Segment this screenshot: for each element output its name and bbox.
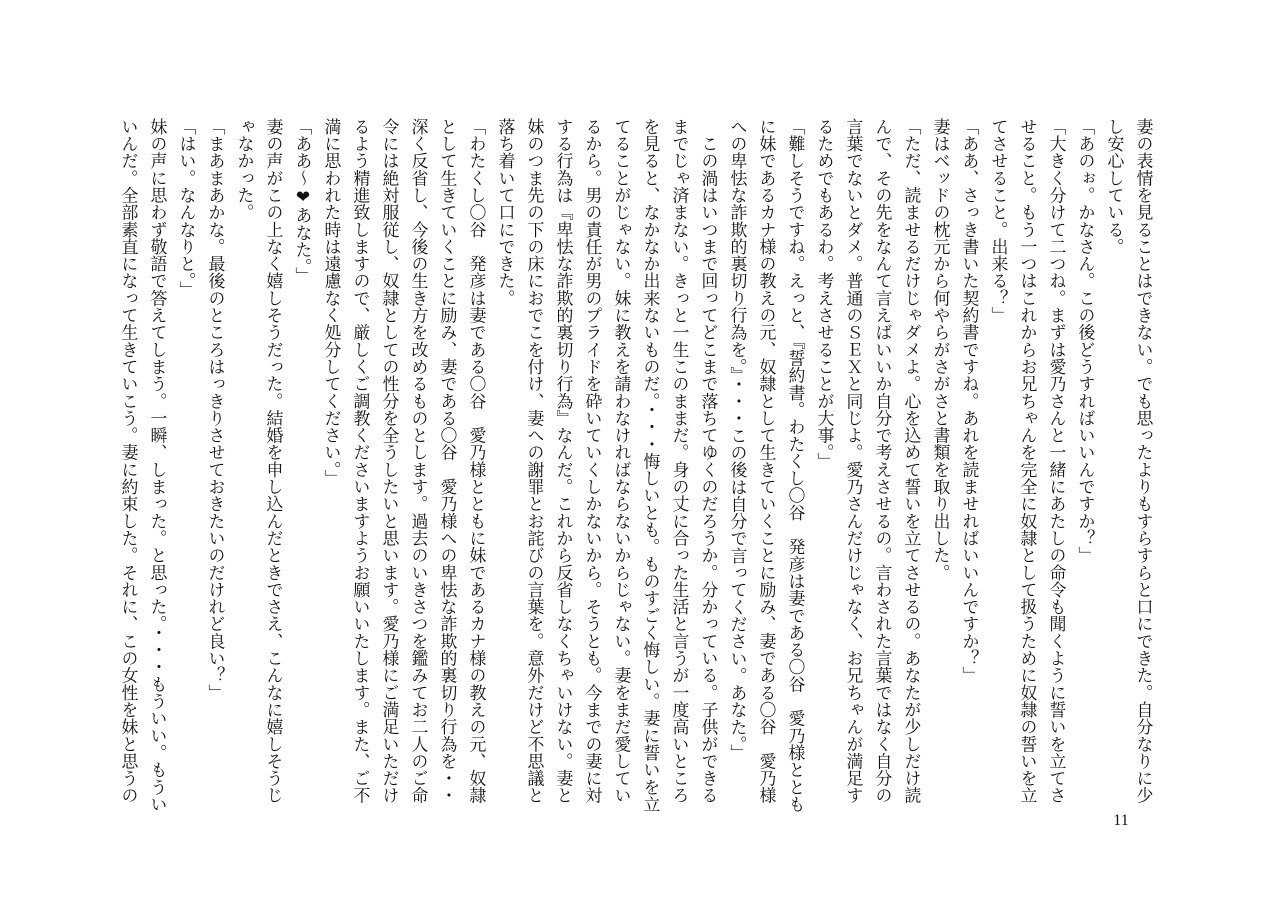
text-line: 「わたくし〇谷 発彦は妻である〇谷 愛乃様とともに妹であるカナ様の教えの元、奴隷 bbox=[467, 118, 487, 804]
text-line: てることがじゃない。妹に教えを請わなければならないからじゃない。妻をまだ愛してい bbox=[612, 118, 632, 804]
text-line: るよう精進致しますので、厳しくご調教くださいますようお願いいたします。また、ご不 bbox=[351, 118, 371, 804]
text-line: 「大きく分けて二つね。まずは愛乃さんと一緒にあたしの命令も聞くように誓いを立てさ bbox=[1047, 118, 1067, 804]
text-line: を見ると、なかなか出来ないものだ。・・・悔しいとも。ものすごく悔しい。妻に誓いを立 bbox=[641, 118, 661, 813]
text-line: 深く反省し、今後の生き方を改めるものとします。過去のいきさつを鑑みてお二人のご命 bbox=[409, 118, 429, 804]
text-line: てさせること。出来る？」 bbox=[989, 118, 1009, 324]
text-line: 満に思われた時は遠慮なく処分してください。」 bbox=[322, 118, 342, 487]
text-line: に妹であるカナ様の教えの元、奴隷として生きていくことに励み、妻である〇谷 愛乃様 bbox=[757, 118, 777, 804]
text-line: 妻の表情を見ることはできない。でも思ったよりもすらすらと口にできた。自分なりに少 bbox=[1134, 118, 1154, 804]
text-line: この渦はいつまで回ってどこまで落ちてゆくのだろうか。分かっている。子供ができる bbox=[699, 118, 719, 804]
text-line: 言葉でないとダメ。普通のＳＥＸと同じよ。愛乃さんだけじゃなく、お兄ちゃんが満足す bbox=[844, 118, 864, 804]
text-line: への卑怯な詐欺的裏切り行為を。』・・・この後は自分で言ってください。あなた。」 bbox=[728, 118, 748, 762]
text-line: 妹のつま先の下の床におでこを付け、妻への謝罪とお詫びの言葉を。意外だけど不思議と bbox=[525, 118, 545, 804]
text-line: ゃなかった。 bbox=[235, 118, 255, 221]
text-line: せること。もう一つはこれからお兄ちゃんを完全に奴隷として扱うために奴隷の誓いを立 bbox=[1018, 118, 1038, 804]
text-line: 令には絶対服従し、奴隷としての性分を全うしたいと思います。愛乃様にご満足いただけ bbox=[380, 118, 400, 804]
text-line: 妻はベッドの枕元から何やらがさがさと書類を取り出した。 bbox=[931, 118, 951, 582]
text-line: として生きていくことに励み、妻である〇谷 愛乃様への卑怯な詐欺的裏切り行為を・・ bbox=[438, 118, 458, 804]
text-line: 「ああ、さっき書いた契約書ですね。あれを読ませればいいんですか？」 bbox=[960, 118, 980, 684]
text-line: 「あのぉ。かなさん。この後どうすればいいんですか？」 bbox=[1076, 118, 1096, 564]
text-line: るためでもあるわ。考えさせることが大事。」 bbox=[815, 118, 835, 470]
text-line: 妻の声がこの上なく嬉しそうだった。結婚を申し込んだときでさえ、こんなに嬉しそうじ bbox=[264, 118, 284, 804]
text-line: 「ただ、読ませるだけじゃダメよ。心を込めて誓いを立てさせるの。あなたが少しだけ読 bbox=[902, 118, 922, 804]
text-line: 妹の声に思わず敬語で答えてしまう。一瞬、しまった。と思った。・・・もういい。もうい bbox=[148, 118, 168, 813]
text-line: 「ああ～❤あなた。」 bbox=[293, 118, 313, 285]
text-line: する行為は『卑怯な詐欺的裏切り行為』なんだ。これから反省しなくちゃいけない。妻と bbox=[554, 118, 574, 804]
text-line: んで、その先をなんて言えばいいか自分で考えさせるの。言わされた言葉ではなく自分の bbox=[873, 118, 893, 804]
text-line: 「まあまあかな。最後のところはっきりさせておきたいのだけれど良い？」 bbox=[206, 118, 226, 702]
text-line: し安心している。 bbox=[1105, 118, 1125, 256]
text-line: 「難しそうですね。えっと、『誓約書。わたくし〇谷 発彦は妻である〇谷 愛乃様ととも bbox=[786, 118, 806, 813]
text-line: 落ち着いて口にできた。 bbox=[496, 118, 516, 307]
text-line: いんだ。全部素直になって生きていこう。妻に約束した。それに、この女性を妹と思うの bbox=[119, 118, 139, 804]
page-number: 11 bbox=[1113, 812, 1129, 829]
vertical-text-body bbox=[119, 118, 1158, 813]
text-line: るから。男の責任が男のプライドを砕いていくしかないから。そうとも。今までの妻に対 bbox=[583, 118, 603, 804]
text-line: 「はい。なんなりと。」 bbox=[177, 118, 197, 299]
text-line: までじゃ済まない。きっと一生このままだ。身の丈に合った生活と言うが一度高いところ bbox=[670, 118, 690, 804]
